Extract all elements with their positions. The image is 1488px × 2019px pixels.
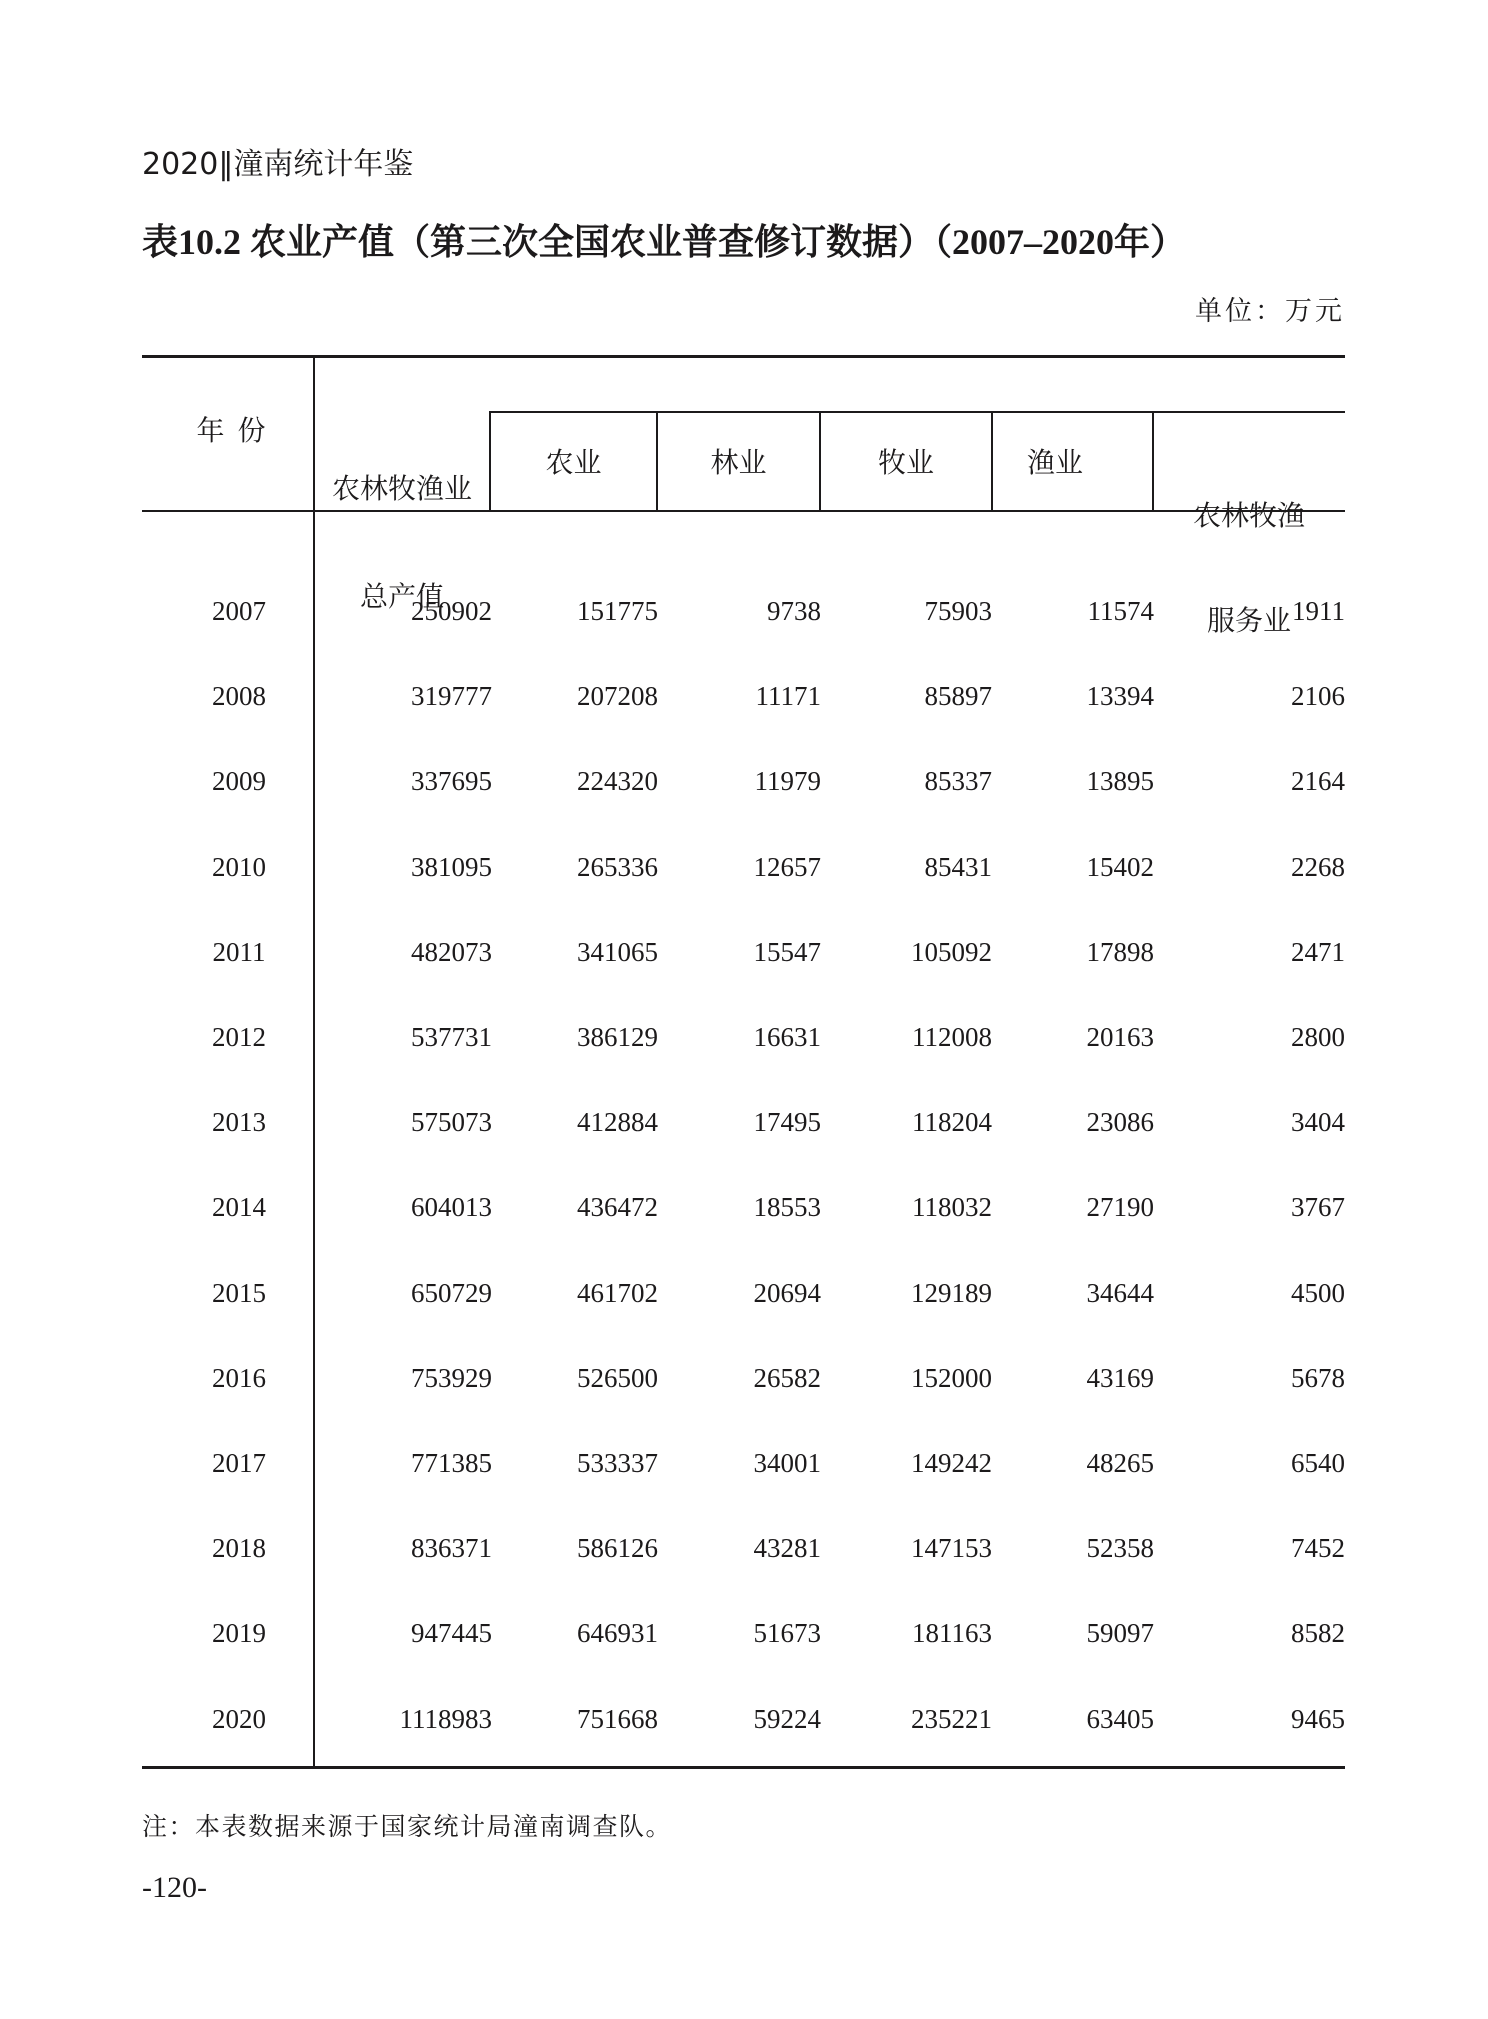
services-cell: 1911 — [1292, 596, 1345, 626]
animal-husbandry-cell: 118204 — [912, 1107, 992, 1138]
agriculture-cell: 586126 — [577, 1533, 658, 1564]
agriculture-cell: 412884 — [577, 1107, 658, 1138]
forestry-cell: 11171 — [755, 681, 821, 712]
total-output-cell: 753929 — [411, 1362, 492, 1393]
animal-husbandry-cell: 118032 — [912, 1192, 992, 1223]
total-output-cell: 836371 — [411, 1533, 492, 1564]
fishery-cell: 17898 — [1086, 936, 1154, 967]
agriculture-cell: 265336 — [577, 851, 658, 882]
total-output-cell: 771385 — [411, 1448, 492, 1478]
total-output-cell: 250902 — [411, 596, 492, 626]
header-subrule — [490, 411, 1345, 413]
unit-label: 单位：万元 — [1195, 296, 1345, 326]
services-cell: 9465 — [1291, 1703, 1345, 1734]
header-animal-husbandry: 牧业 — [877, 446, 934, 479]
animal-husbandry-cell: 129189 — [911, 1277, 992, 1308]
total-output-cell: 1118983 — [399, 1703, 492, 1734]
forestry-cell: 17495 — [753, 1107, 821, 1138]
top-rule — [142, 355, 1345, 358]
year-cell: 2011 — [212, 936, 266, 967]
year-cell: 2018 — [212, 1533, 266, 1564]
agriculture-cell: 646931 — [577, 1618, 658, 1649]
animal-husbandry-cell: 149242 — [911, 1448, 992, 1478]
year-cell: 2020 — [212, 1703, 266, 1734]
agriculture-cell: 151775 — [577, 596, 658, 626]
year-cell: 2009 — [212, 766, 266, 797]
services-cell: 2164 — [1291, 766, 1345, 797]
year-cell: 2016 — [212, 1362, 266, 1393]
table-row — [0, 594, 1488, 628]
fishery-cell: 63405 — [1086, 1703, 1154, 1734]
fishery-cell: 43169 — [1086, 1362, 1154, 1393]
fishery-cell: 52358 — [1086, 1533, 1154, 1564]
fishery-cell: 59097 — [1086, 1618, 1154, 1649]
forestry-cell: 18553 — [753, 1192, 821, 1223]
agriculture-cell: 224320 — [577, 766, 658, 797]
services-cell: 3404 — [1291, 1107, 1345, 1138]
year-cell: 2015 — [212, 1277, 266, 1308]
year-cell: 2017 — [212, 1448, 266, 1478]
services-cell: 8582 — [1291, 1618, 1345, 1649]
animal-husbandry-cell: 147153 — [911, 1533, 992, 1564]
total-output-cell: 650729 — [411, 1277, 492, 1308]
year-cell: 2010 — [212, 851, 266, 882]
forestry-cell: 20694 — [753, 1277, 821, 1308]
table-row — [0, 1276, 1488, 1310]
table-title: 表10.2 农业产值（第三次全国农业普查修订数据）（2007–2020年） — [142, 222, 1187, 262]
total-output-cell: 947445 — [411, 1618, 492, 1649]
table-row — [0, 764, 1488, 798]
year-cell: 2007 — [212, 596, 266, 626]
forestry-cell: 16631 — [753, 1022, 821, 1052]
services-cell: 2800 — [1291, 1022, 1345, 1052]
header-services — [1153, 428, 1345, 708]
table-row — [0, 1616, 1488, 1650]
table-row — [0, 1361, 1488, 1395]
forestry-cell: 26582 — [753, 1362, 821, 1393]
page-number: -120- — [142, 1871, 207, 1904]
running-header: 2020‖潼南统计年鉴 — [142, 147, 414, 182]
table-row — [0, 1190, 1488, 1224]
services-cell: 5678 — [1291, 1362, 1345, 1393]
header-services-line2: 服务业 — [1206, 604, 1291, 637]
header-total-output — [314, 399, 490, 687]
animal-husbandry-cell: 85897 — [924, 681, 992, 712]
animal-husbandry-cell: 112008 — [912, 1022, 992, 1052]
services-cell: 7452 — [1291, 1533, 1345, 1564]
fishery-cell: 27190 — [1086, 1192, 1154, 1223]
forestry-cell: 59224 — [753, 1703, 821, 1734]
forestry-cell: 43281 — [753, 1533, 821, 1564]
agriculture-cell: 386129 — [577, 1022, 658, 1052]
fishery-cell: 13895 — [1086, 766, 1154, 797]
fishery-cell: 48265 — [1086, 1448, 1154, 1478]
forestry-cell: 12657 — [753, 851, 821, 882]
fishery-cell: 34644 — [1086, 1277, 1154, 1308]
agriculture-cell: 526500 — [577, 1362, 658, 1393]
year-cell: 2014 — [212, 1192, 266, 1223]
table-row — [0, 1702, 1488, 1736]
animal-husbandry-cell: 85337 — [924, 766, 992, 797]
forestry-cell: 11979 — [754, 766, 821, 797]
total-output-cell: 381095 — [411, 851, 492, 882]
year-cell: 2012 — [212, 1022, 266, 1052]
header-forestry: 林业 — [710, 446, 767, 479]
total-output-cell: 604013 — [411, 1192, 492, 1223]
agriculture-cell: 341065 — [577, 936, 658, 967]
year-cell: 2013 — [212, 1107, 266, 1138]
services-cell: 6540 — [1291, 1448, 1345, 1478]
agriculture-cell: 751668 — [577, 1703, 658, 1734]
services-cell: 2268 — [1291, 851, 1345, 882]
fishery-cell: 20163 — [1086, 1022, 1154, 1052]
header-agriculture: 农业 — [545, 446, 602, 479]
fishery-cell: 15402 — [1086, 851, 1154, 882]
total-output-cell: 537731 — [411, 1022, 492, 1052]
services-cell: 3767 — [1291, 1192, 1345, 1223]
header-total-output-line1: 农林牧渔业 — [331, 472, 472, 505]
services-cell: 2106 — [1291, 681, 1345, 712]
forestry-cell: 15547 — [753, 936, 821, 967]
footnote: 注：本表数据来源于国家统计局潼南调查队。 — [142, 1814, 673, 1841]
fishery-cell: 23086 — [1086, 1107, 1154, 1138]
table-row — [0, 850, 1488, 884]
fishery-cell: 11574 — [1087, 596, 1154, 626]
year-cell: 2008 — [212, 681, 266, 712]
bottom-rule — [142, 1766, 1345, 1769]
header-services-line1: 农林牧渔 — [1192, 499, 1305, 532]
total-output-cell: 319777 — [411, 681, 492, 712]
animal-husbandry-cell: 181163 — [912, 1618, 992, 1649]
forestry-cell: 51673 — [753, 1618, 821, 1649]
table-row — [0, 1105, 1488, 1139]
table-row — [0, 935, 1488, 969]
forestry-cell: 34001 — [753, 1448, 821, 1478]
table-row — [0, 679, 1488, 713]
year-cell: 2019 — [212, 1618, 266, 1649]
services-cell: 2471 — [1291, 936, 1345, 967]
animal-husbandry-cell: 235221 — [911, 1703, 992, 1734]
header-total-output-line2: 总产值 — [359, 580, 444, 613]
agriculture-cell: 461702 — [577, 1277, 658, 1308]
animal-husbandry-cell: 105092 — [911, 936, 992, 967]
agriculture-cell: 207208 — [577, 681, 658, 712]
animal-husbandry-cell: 75903 — [924, 596, 992, 626]
header-fishery: 渔业 — [1026, 446, 1083, 479]
table-row — [0, 1446, 1488, 1480]
total-output-cell: 575073 — [411, 1107, 492, 1138]
forestry-cell: 9738 — [767, 596, 821, 626]
header-year: 年 份 — [196, 414, 268, 447]
services-cell: 4500 — [1291, 1277, 1345, 1308]
total-output-cell: 337695 — [411, 766, 492, 797]
fishery-cell: 13394 — [1086, 681, 1154, 712]
agriculture-cell: 436472 — [577, 1192, 658, 1223]
table-row — [0, 1531, 1488, 1565]
agriculture-cell: 533337 — [577, 1448, 658, 1478]
animal-husbandry-cell: 85431 — [924, 851, 992, 882]
total-output-cell: 482073 — [411, 936, 492, 967]
table-row — [0, 1020, 1488, 1054]
animal-husbandry-cell: 152000 — [911, 1362, 992, 1393]
